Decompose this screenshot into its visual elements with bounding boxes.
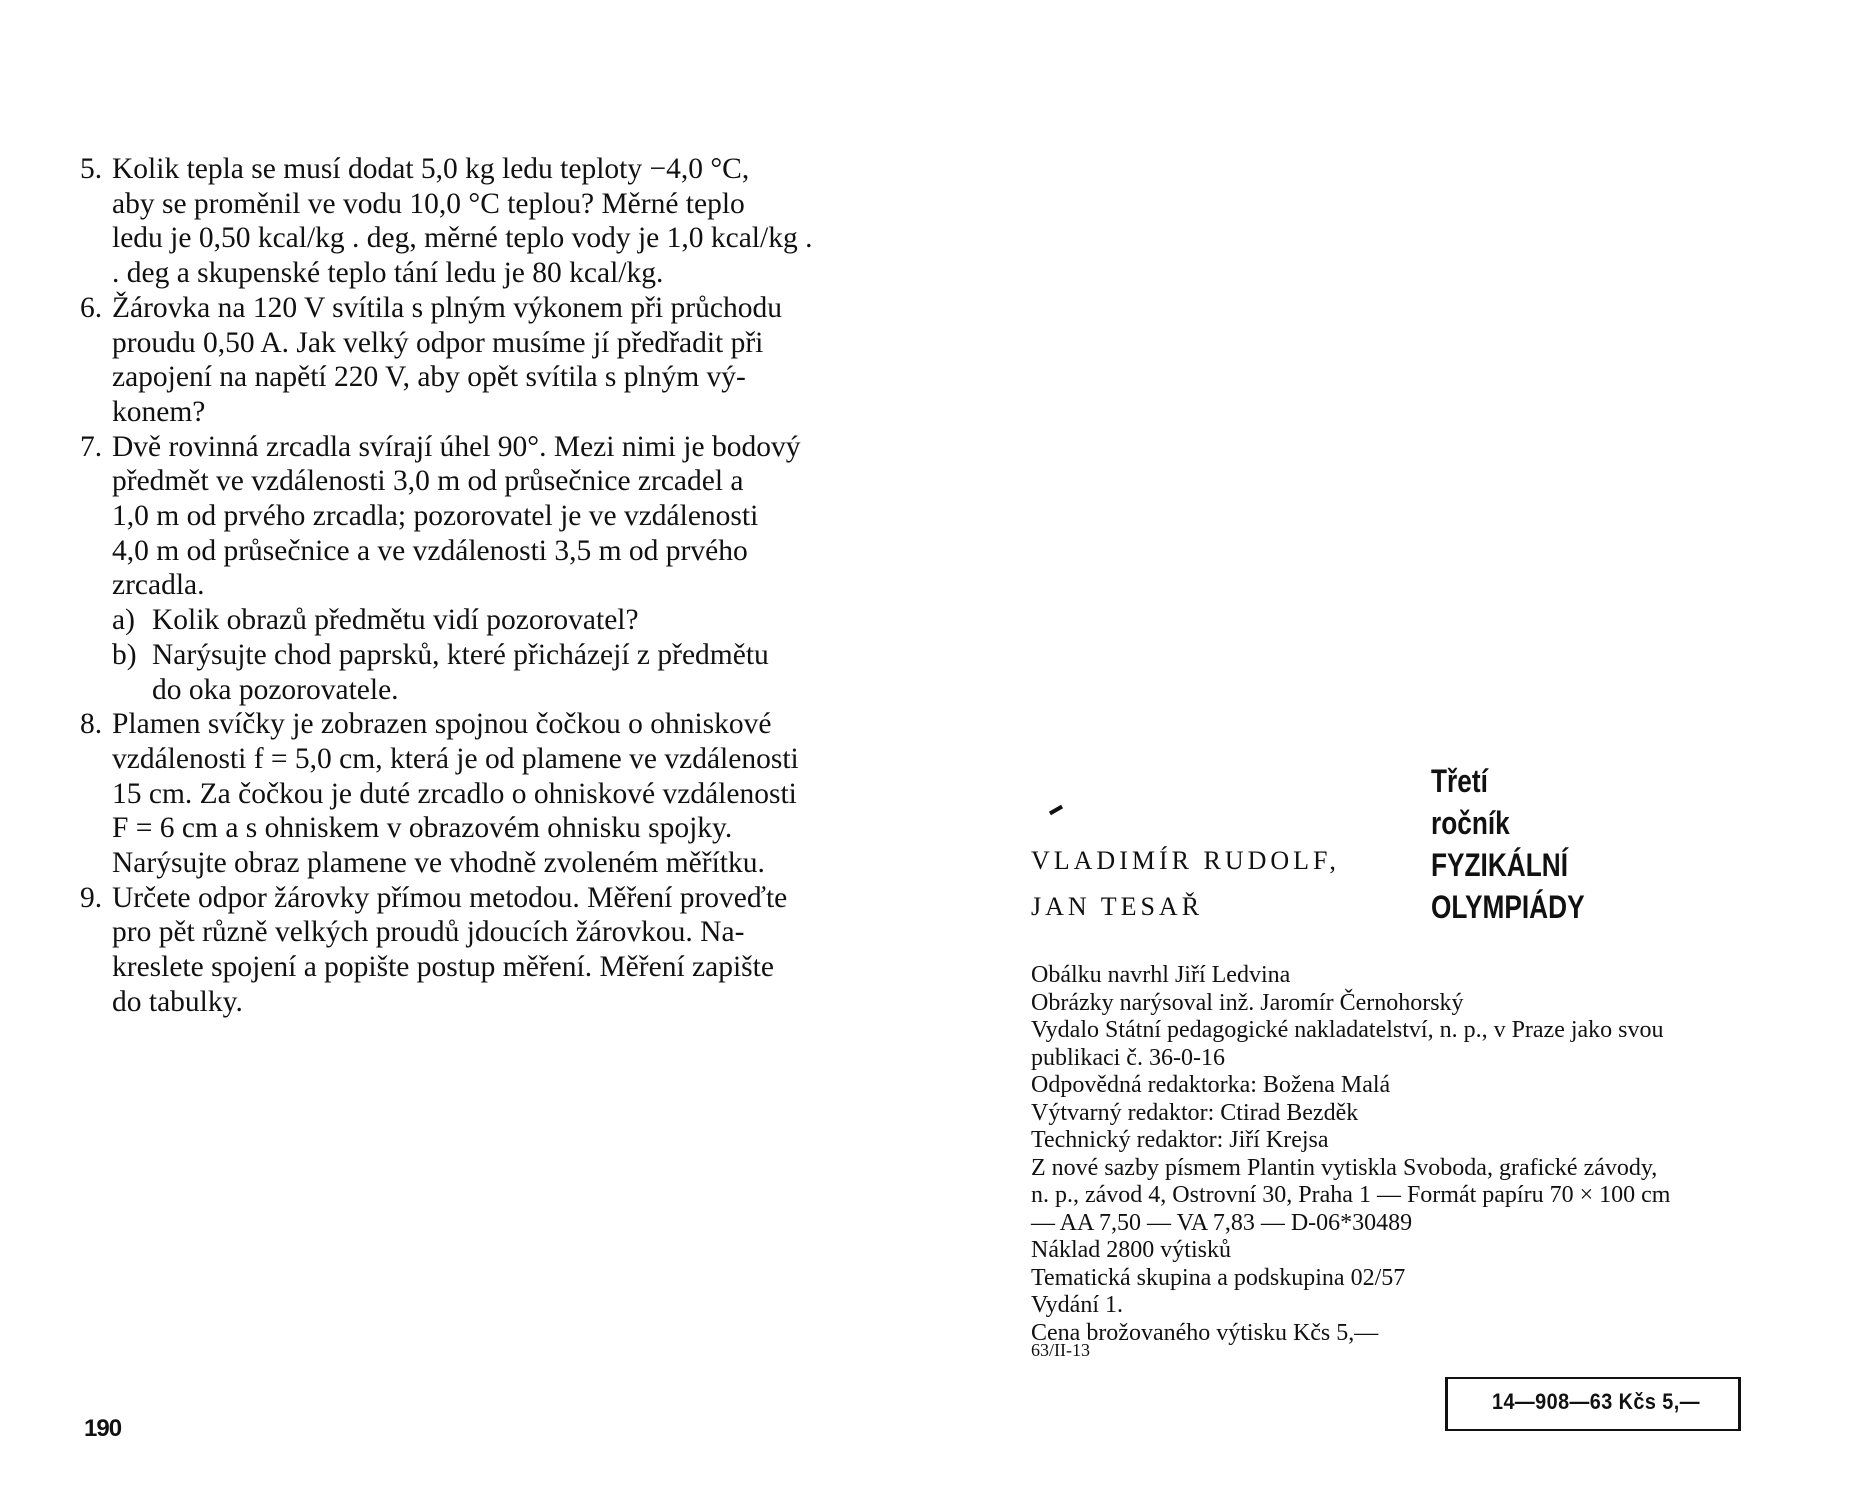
imprint-line: Vydalo Státní pedagogické nakladatelství, n. p., v Praze jako svou: [1031, 1017, 1664, 1043]
problem-number: 6.: [80, 291, 103, 324]
imprint-line: Obrázky narýsoval inž. Jaromír Černohorský: [1031, 989, 1464, 1016]
problem-line: ledu je 0,50 kcal/kg . deg, měrné teplo vody je 1,0 kcal/kg .: [112, 222, 813, 255]
problem-line: Žárovka na 120 V svítila s plným výkonem při průchodu: [112, 291, 782, 324]
problem-line: proudu 0,50 A. Jak velký odpor musíme jí předřadit při: [112, 326, 764, 359]
imprint-line: — AA 7,50 — VA 7,83 — D-06*30489: [1031, 1209, 1413, 1236]
problem-line: Kolik tepla se musí dodat 5,0 kg ledu teploty −4,0 °C,: [112, 153, 750, 185]
author-jan-tesar: JAN TESAŘ: [1031, 892, 1204, 921]
imprint-line: Obálku navrhl Jiří Ledvina: [1031, 962, 1291, 988]
problem-line: do tabulky.: [112, 985, 243, 1018]
problem-line: Narýsujte obraz plamene ve vhodně zvoleném měřítku.: [112, 847, 765, 880]
subitem-label: b): [112, 638, 137, 671]
problem-number: 7.: [80, 430, 103, 463]
problem-number: 9.: [80, 881, 103, 914]
author-vladimir-rudolf: VLADIMÍR RUDOLF,: [1031, 846, 1340, 875]
problem-line: 15 cm. Za čočkou je duté zrcadlo o ohniskové vzdálenosti: [112, 777, 797, 810]
problem-9: [80, 881, 860, 1020]
problem-line: F = 6 cm a s ohniskem v obrazovém ohnisku spojky.: [112, 812, 733, 845]
imprint-code: 63/II-13: [1031, 1340, 1090, 1360]
imprint-line: n. p., závod 4, Ostrovní 30, Praha 1 — Formát papíru 70 × 100 cm: [1031, 1182, 1671, 1208]
subitem-label: a): [112, 604, 135, 637]
subitem-b: [112, 638, 860, 707]
problem-8: [80, 707, 860, 881]
problem-7: [80, 430, 860, 708]
problem-line: aby se proměnil ve vodu 10,0 °C teplou? Měrné teplo: [112, 187, 745, 220]
subitem-line: do oka pozorovatele.: [152, 673, 399, 706]
subitem-a: [112, 603, 860, 638]
imprint-line: Odpovědná redaktorka: Božena Malá: [1031, 1072, 1391, 1098]
problem-5: [80, 152, 860, 291]
book-title-line-3: FYZIKÁLNÍ: [1431, 847, 1569, 883]
subitem-line: Kolik obrazů předmětu vidí pozorovatel?: [152, 604, 639, 637]
imprint: [1031, 962, 1751, 1347]
imprint-line: Technický redaktor: Jiří Krejsa: [1031, 1127, 1329, 1153]
right-page: [937, 0, 1874, 1500]
problem-6: [80, 291, 860, 430]
problem-number: 5.: [80, 153, 103, 185]
imprint-line: publikaci č. 36-0-16: [1031, 1044, 1225, 1071]
problem-line: zrcadla.: [112, 569, 205, 602]
problem-line: zapojení na napětí 220 V, aby opět svítila s plným vý-: [112, 361, 746, 394]
book-title-line-4: OLYMPIÁDY: [1431, 889, 1585, 925]
book-title-line-1: Třetí: [1431, 763, 1488, 799]
imprint-line: Vydání 1.: [1031, 1292, 1123, 1318]
problem-line: kreslete spojení a popište postup měření. Měření zapište: [112, 951, 774, 984]
problem-number: 8.: [80, 708, 103, 741]
problem-line: Plamen svíčky je zobrazen spojnou čočkou o ohniskové: [112, 708, 772, 741]
imprint-line: Výtvarný redaktor: Ctirad Bezděk: [1031, 1099, 1359, 1126]
subitem-line: Narýsujte chod paprsků, které přicházejí z předmětu: [152, 638, 769, 671]
imprint-line: Cena brožovaného výtisku Kčs 5,—: [1031, 1319, 1379, 1346]
problem-line: Dvě rovinná zrcadla svírají úhel 90°. Mezi nimi je bodový: [112, 430, 801, 463]
order-number-box: [1445, 1377, 1741, 1431]
book-title-line-2: ročník: [1431, 805, 1510, 841]
problem-line: konem?: [112, 395, 206, 428]
imprint-line: Náklad 2800 výtisků: [1031, 1237, 1231, 1263]
problem-line: . deg a skupenské teplo tání ledu je 80 kcal/kg.: [112, 257, 664, 290]
imprint-line: Tematická skupina a podskupina 02/57: [1031, 1264, 1406, 1291]
problem-line: 4,0 m od průsečnice a ve vzdálenosti 3,5 m od prvého: [112, 534, 748, 567]
accent-mark: [1049, 805, 1063, 815]
problem-line: Určete odpor žárovky přímou metodou. Měření proveďte: [112, 881, 788, 914]
problem-line: vzdálenosti f = 5,0 cm, která je od plamene ve vzdálenosti: [112, 742, 799, 775]
problem-line: pro pět různě velkých proudů jdoucích žárovkou. Na-: [112, 916, 745, 949]
imprint-line: Z nové sazby písmem Plantin vytiskla Svoboda, grafické závody,: [1031, 1154, 1658, 1181]
problem-line: 1,0 m od prvého zrcadla; pozorovatel je ve vzdálenosti: [112, 500, 759, 533]
order-number-price: 14—908—63 Kčs 5,—: [1492, 1389, 1700, 1414]
page-number: 190: [84, 1415, 122, 1442]
problem-list: [80, 152, 860, 1020]
problem-line: předmět ve vzdálenosti 3,0 m od průsečnice zrcadel a: [112, 465, 744, 498]
